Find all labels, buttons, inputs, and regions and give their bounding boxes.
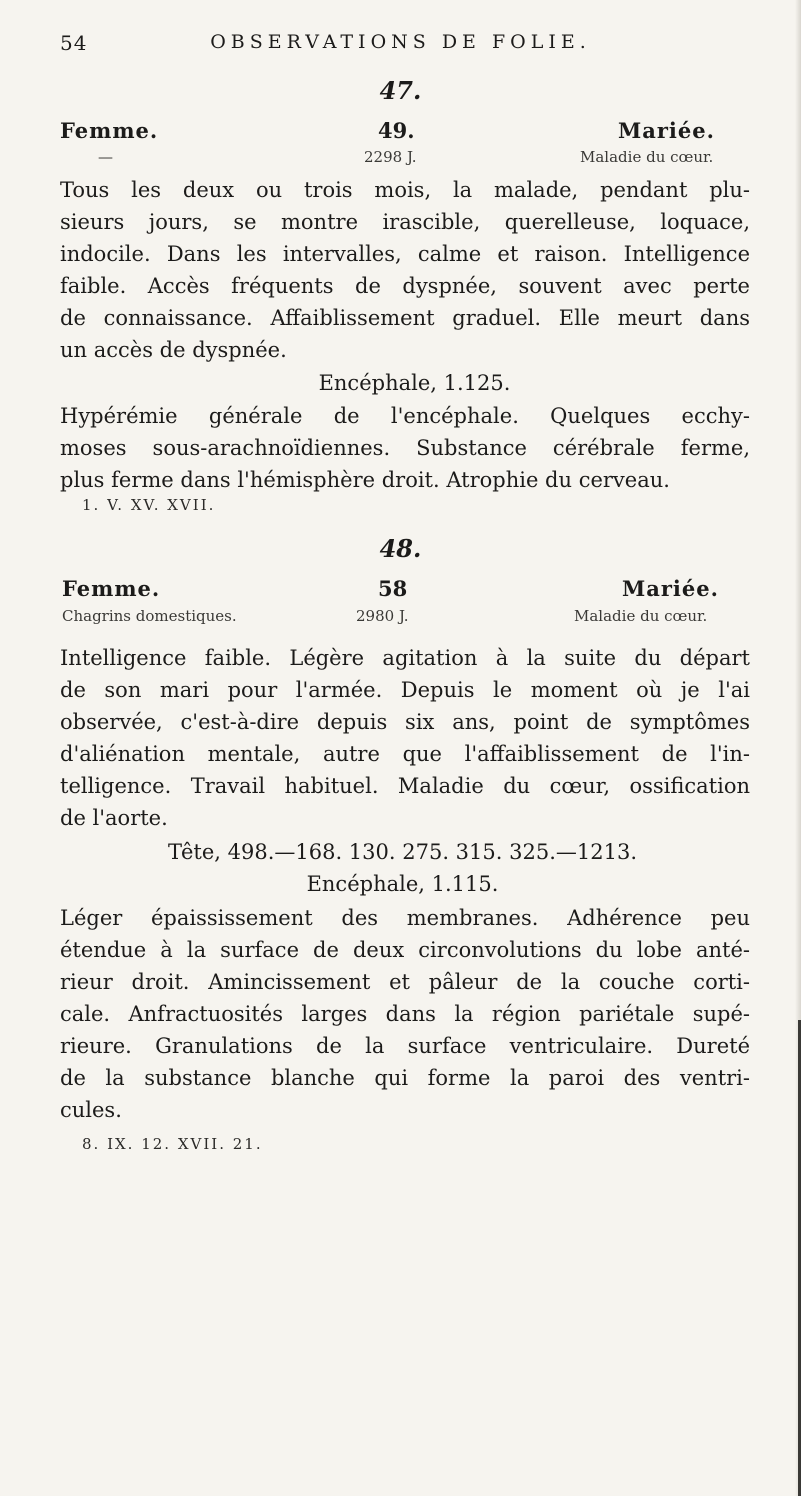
age-label: 58 <box>378 576 408 601</box>
text-line: indocile. Dans les intervalles, calme et raison. Intelligence <box>60 242 750 266</box>
observation-submeta <box>60 607 750 637</box>
sex-label: Femme. <box>62 576 161 601</box>
references: 8. IX. 12. XVII. 21. <box>82 1135 263 1153</box>
civil-status-label: Mariée. <box>622 576 719 601</box>
text-line: un accès de dyspnée. <box>60 338 287 362</box>
sex-label: Femme. <box>60 118 159 143</box>
text-line: rieur droit. Amincissement et pâleur de la couche corti- <box>60 970 750 994</box>
observation-paragraph <box>60 174 750 366</box>
observation-paragraph <box>60 642 750 834</box>
references: 1. V. XV. XVII. <box>82 496 216 514</box>
duration-label: 2298 J. <box>364 148 417 166</box>
text-line: de la substance blanche qui forme la paroi des ventri- <box>60 1066 750 1090</box>
cause-label: — <box>98 148 113 166</box>
autopsy-paragraph <box>60 902 750 1126</box>
disease-label: Maladie du cœur. <box>574 607 708 625</box>
autopsy-paragraph <box>60 400 750 496</box>
text-line: de connaissance. Affaiblissement graduel. Elle meurt dans <box>60 306 750 330</box>
civil-status-label: Mariée. <box>618 118 715 143</box>
cause-label: Chagrins domestiques. <box>62 607 237 625</box>
text-line: sieurs jours, se montre irascible, querelleuse, loquace, <box>60 210 750 234</box>
text-line: Tous les deux ou trois mois, la malade, pendant plu- <box>60 178 750 202</box>
age-label: 49. <box>378 118 415 143</box>
running-title: OBSERVATIONS DE FOLIE. <box>210 31 591 53</box>
head-measurements: Tête, 498.—168. 130. 275. 315. 325.—1213. <box>167 840 637 864</box>
text-line: observée, c'est-à-dire depuis six ans, point de symptômes <box>60 710 750 734</box>
running-header <box>60 31 741 61</box>
observation-meta <box>60 118 750 148</box>
duration-label: 2980 J. <box>356 607 409 625</box>
text-line: Intelligence faible. Légère agitation à la suite du départ <box>60 646 750 670</box>
encephale-weight: Encéphale, 1.115. <box>306 872 499 896</box>
page-number: 54 <box>60 31 88 55</box>
text-line: Léger épaississement des membranes. Adhérence peu <box>60 906 750 930</box>
text-line: rieure. Granulations de la surface ventriculaire. Dureté <box>60 1034 750 1058</box>
text-line: étendue à la surface de deux circonvolutions du lobe anté- <box>60 938 750 962</box>
observation-number: 48. <box>379 534 422 563</box>
disease-label: Maladie du cœur. <box>580 148 714 166</box>
text-line: telligence. Travail habituel. Maladie du cœur, ossification <box>60 774 750 798</box>
text-line: de son mari pour l'armée. Depuis le moment où je l'ai <box>60 678 750 702</box>
text-line: de l'aorte. <box>60 806 168 830</box>
observation-number: 47. <box>379 76 422 105</box>
text-line: d'aliénation mentale, autre que l'affaiblissement de l'in- <box>60 742 750 766</box>
text-line: Hypérémie générale de l'encéphale. Quelques ecchy- <box>60 404 750 428</box>
observation-meta <box>60 576 750 606</box>
encephale-weight: Encéphale, 1.125. <box>318 371 511 395</box>
text-line: moses sous-arachnoïdiennes. Substance cérébrale ferme, <box>60 436 750 460</box>
text-line: faible. Accès fréquents de dyspnée, souvent avec perte <box>60 274 750 298</box>
text-line: cules. <box>60 1098 122 1122</box>
text-line: plus ferme dans l'hémisphère droit. Atrophie du cerveau. <box>60 468 670 492</box>
text-line: cale. Anfractuosités larges dans la région pariétale supé- <box>60 1002 750 1026</box>
